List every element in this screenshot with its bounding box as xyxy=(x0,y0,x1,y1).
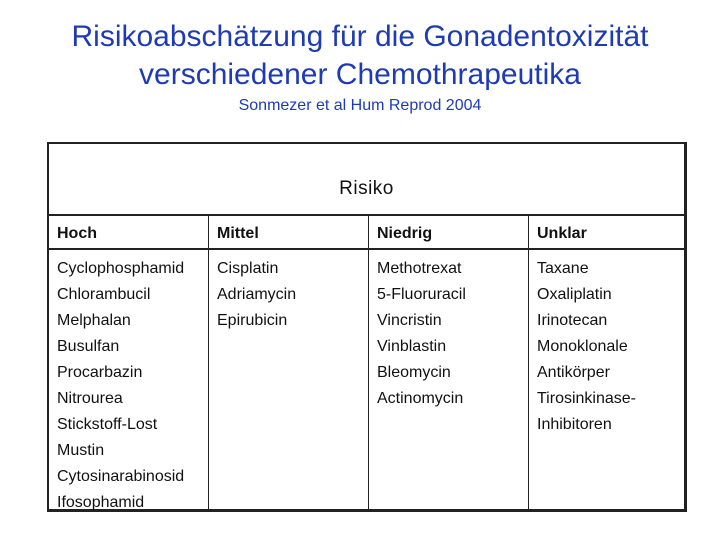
column-heading-medium: Mittel xyxy=(217,225,259,242)
list-item: Ifosophamid xyxy=(57,494,145,511)
list-item: Stickstoff-Lost xyxy=(57,416,158,433)
list-item: Chlorambucil xyxy=(57,286,151,303)
column-heading-high: Hoch xyxy=(57,225,97,242)
list-item: Antikörper xyxy=(537,364,610,381)
risk-table xyxy=(47,142,687,512)
column-heading-unclear: Unklar xyxy=(537,225,587,242)
list-item: Inhibitoren xyxy=(537,416,612,433)
list-item: Tirosinkinase- xyxy=(537,390,636,407)
list-item: Adriamycin xyxy=(217,286,297,303)
list-item: Cisplatin xyxy=(217,260,279,277)
slide-subtitle: Sonmezer et al Hum Reprod 2004 xyxy=(238,97,482,114)
table-body-row xyxy=(49,250,684,509)
list-item: Procarbazin xyxy=(57,364,143,381)
list-item: Oxaliplatin xyxy=(537,286,612,303)
column-body-high xyxy=(49,250,208,509)
column-heading-cell-high xyxy=(49,216,208,248)
list-item: Vinblastin xyxy=(377,338,447,355)
column-body-unclear xyxy=(528,250,684,509)
title-line-1: Risikoabschätzung für die Gonadentoxizität xyxy=(71,20,649,53)
column-body-low xyxy=(368,250,528,509)
table-header-label: Risiko xyxy=(339,178,394,199)
column-heading-cell-unclear xyxy=(528,216,684,248)
list-item: Melphalan xyxy=(57,312,131,329)
list-item: Irinotecan xyxy=(537,312,608,329)
list-item: Actinomycin xyxy=(377,390,464,407)
list-item: Vincristin xyxy=(377,312,442,329)
drug-list-high xyxy=(57,256,184,516)
list-item: Bleomycin xyxy=(377,364,451,381)
column-heading-cell-medium xyxy=(208,216,368,248)
column-heading-cell-low xyxy=(368,216,528,248)
column-body-medium xyxy=(208,250,368,509)
list-item: Monoklonale xyxy=(537,338,628,355)
column-heading-row xyxy=(49,216,684,250)
drug-list-low xyxy=(377,256,466,412)
list-item: Mustin xyxy=(57,442,105,459)
list-item: Epirubicin xyxy=(217,312,288,329)
list-item: 5-Fluoruracil xyxy=(377,286,466,303)
list-item: Cyclophosphamid xyxy=(57,260,185,277)
slide-title xyxy=(0,18,720,94)
drug-list-medium xyxy=(217,256,296,334)
list-item: Cytosinarabinosid xyxy=(57,468,185,485)
table-header xyxy=(49,144,684,216)
list-item: Nitrourea xyxy=(57,390,123,407)
list-item: Busulfan xyxy=(57,338,120,355)
title-line-2: verschiedener Chemothrapeutika xyxy=(139,58,581,91)
list-item: Taxane xyxy=(537,260,589,277)
drug-list-unclear xyxy=(537,256,636,438)
column-heading-low: Niedrig xyxy=(377,225,433,242)
list-item: Methotrexat xyxy=(377,260,462,277)
